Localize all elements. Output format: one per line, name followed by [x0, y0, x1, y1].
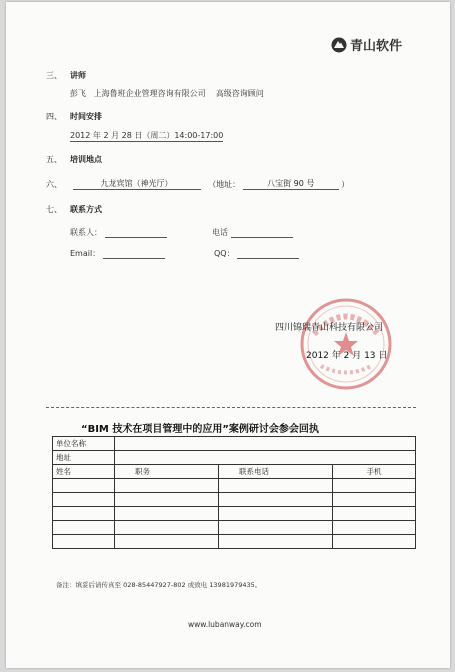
- qingshan-logo-icon: [331, 37, 347, 53]
- table-cell[interactable]: [115, 535, 219, 549]
- reply-form-title: “BIM 技术在项目管理中的应用”案例研讨会参会回执: [81, 424, 319, 435]
- section-lecturer-heading: [46, 70, 86, 81]
- table-row: [53, 521, 416, 535]
- table-row: [53, 479, 416, 493]
- table-cell[interactable]: [219, 479, 333, 493]
- table-row: [53, 535, 416, 549]
- lecturer-position: 高级咨询顾问: [215, 89, 264, 98]
- column-header-phone: 联系电话: [219, 465, 333, 479]
- footer-note: 备注：填妥后请传真至 028-85447927-802 或致电 13981979435。: [56, 581, 262, 589]
- contact-person-field: [105, 228, 167, 238]
- section-venue-heading: [46, 154, 102, 165]
- qq-field: [237, 249, 299, 259]
- footer-url: www.lubanway.com: [188, 620, 262, 629]
- section-contact-heading: [46, 204, 102, 215]
- table-cell[interactable]: [53, 507, 115, 521]
- table-cell[interactable]: [115, 493, 219, 507]
- table-cell[interactable]: [53, 493, 115, 507]
- email-field: [103, 249, 165, 259]
- lecturer-line: [70, 88, 264, 99]
- unit-name-label: 单位名称: [53, 437, 115, 451]
- reply-form-table: [52, 436, 416, 549]
- brand-name: 青山软件: [350, 39, 403, 54]
- table-cell[interactable]: [219, 507, 333, 521]
- address-label: （地址：: [208, 180, 241, 189]
- section-title: 讲师: [70, 71, 86, 80]
- section-number: 七、: [46, 205, 62, 214]
- table-cell[interactable]: [115, 479, 219, 493]
- column-header-title: 职务: [115, 465, 219, 479]
- section-number: 五、: [46, 155, 62, 164]
- phone-field: [231, 228, 293, 238]
- document-page: [6, 2, 450, 668]
- venue-line: [46, 178, 349, 190]
- phone-label: 电话: [212, 228, 228, 237]
- table-cell[interactable]: [219, 493, 333, 507]
- table-cell[interactable]: [219, 535, 333, 549]
- qq-line: [214, 248, 299, 259]
- section-title: 联系方式: [70, 205, 102, 214]
- email-label: Email：: [70, 249, 101, 258]
- contact-person-line: [70, 227, 167, 238]
- brand-logo: [331, 35, 402, 54]
- table-cell[interactable]: [53, 479, 115, 493]
- table-cell[interactable]: [333, 479, 416, 493]
- column-header-name: 姓名: [53, 465, 115, 479]
- section-number: 四、: [46, 112, 62, 121]
- qq-label: QQ：: [214, 249, 235, 258]
- schedule-line: [70, 130, 223, 142]
- column-header-mobile: 手机: [333, 465, 416, 479]
- table-cell[interactable]: [53, 521, 115, 535]
- address-field[interactable]: [115, 451, 416, 465]
- lecturer-company: 上海鲁班企业管理咨询有限公司: [93, 89, 206, 98]
- table-cell[interactable]: [333, 521, 416, 535]
- table-cell[interactable]: [53, 535, 115, 549]
- section-number: 三、: [46, 71, 62, 80]
- email-line: [70, 248, 165, 259]
- lecturer-name: 彭飞: [70, 89, 86, 98]
- table-row: [53, 507, 416, 521]
- address-close: ）: [341, 180, 350, 189]
- table-row: [53, 437, 416, 451]
- cut-line-divider: [46, 407, 416, 408]
- table-header-row: [53, 465, 416, 479]
- company-seal-stamp: [296, 294, 396, 394]
- table-row: [53, 493, 416, 507]
- table-cell[interactable]: [333, 507, 416, 521]
- venue-address: 八宝街 90 号: [243, 178, 339, 190]
- table-cell[interactable]: [333, 535, 416, 549]
- venue-name: 九龙宾馆（神光厅）: [73, 178, 201, 190]
- section-schedule-heading: [46, 111, 102, 122]
- table-cell[interactable]: [333, 493, 416, 507]
- phone-line: [212, 227, 293, 238]
- section-title: 时间安排: [70, 112, 102, 121]
- schedule-time: 2012 年 2 月 28 日（周二）14:00-17:00: [70, 131, 224, 140]
- signature-date: 2012 年 2 月 13 日: [306, 351, 388, 361]
- contact-person-label: 联系人：: [70, 228, 102, 237]
- table-cell[interactable]: [219, 521, 333, 535]
- address-label: 地址: [53, 451, 115, 465]
- unit-name-field[interactable]: [115, 437, 416, 451]
- table-cell[interactable]: [115, 521, 219, 535]
- signature-organization: 四川锦瑞青山科技有限公司: [275, 323, 384, 333]
- section-title: 培训地点: [70, 155, 102, 164]
- section-number: 六、: [46, 180, 62, 189]
- table-cell[interactable]: [115, 507, 219, 521]
- table-row: [53, 451, 416, 465]
